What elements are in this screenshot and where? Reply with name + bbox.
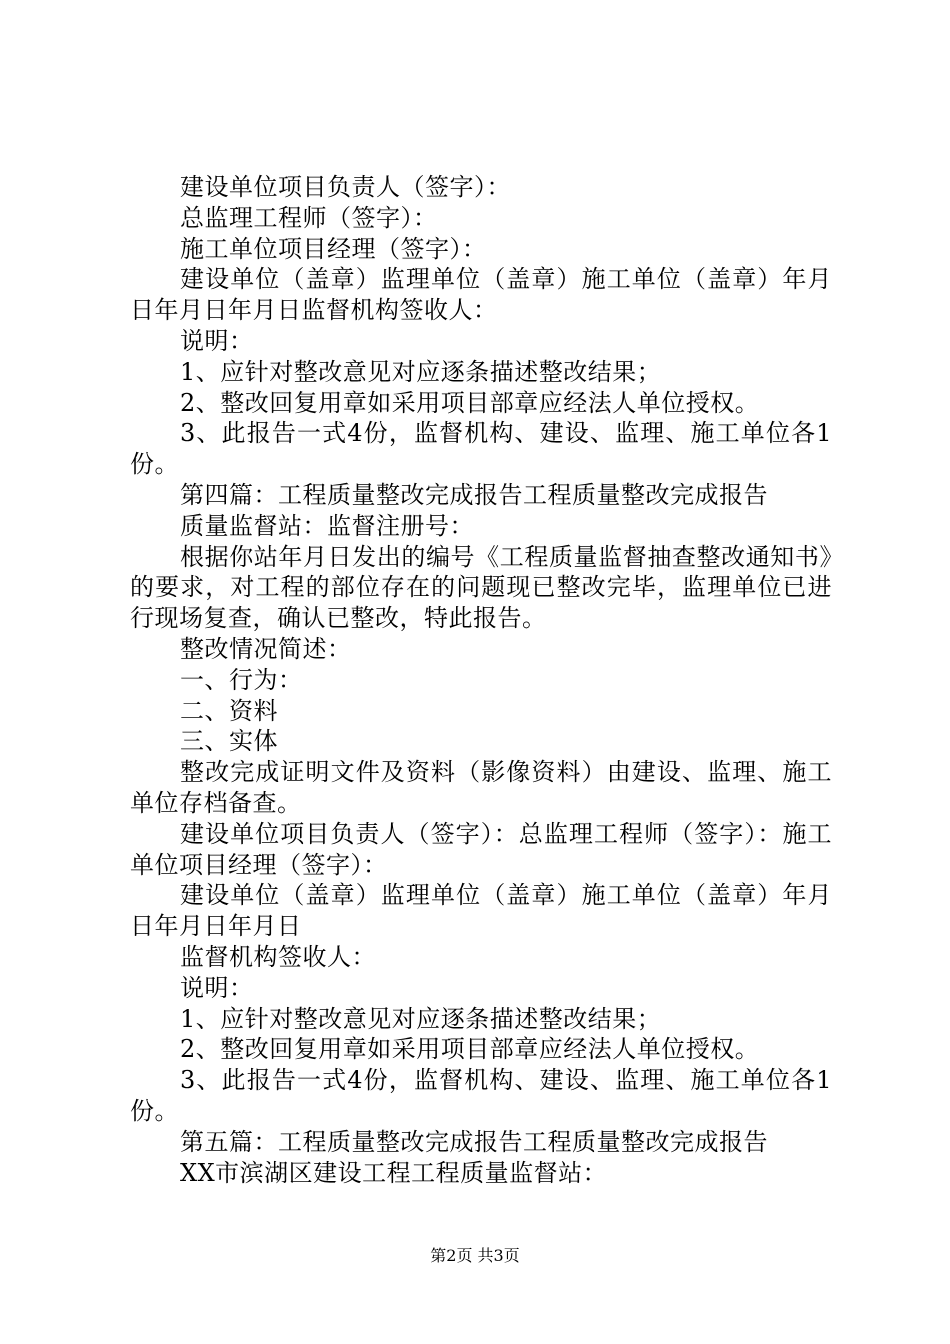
paragraph: 总监理工程师（签字）：: [180, 203, 438, 232]
paragraph: 整改情况简述：: [180, 634, 352, 663]
page-footer: [0, 1243, 950, 1266]
paragraph: 二、资料: [180, 696, 278, 725]
paragraph: 建设单位项目负责人（签字）：总监理工程师（签字）：施工单位项目经理（签字）：: [130, 819, 832, 879]
paragraph: 2、整改回复用章如采用项目部章应经法人单位授权。: [180, 388, 760, 417]
paragraph: 3、此报告一式4份，监督机构、建设、监理、施工单位各1份。: [130, 419, 832, 479]
paragraph: 三、实体: [180, 727, 278, 756]
paragraph: 建设单位（盖章）监理单位（盖章）施工单位（盖章）年月日年月日年月日: [130, 881, 832, 941]
paragraph: 质量监督站：监督注册号：: [180, 511, 474, 540]
paragraph: 1、应针对整改意见对应逐条描述整改结果；: [180, 357, 662, 386]
paragraph: 建设单位项目负责人（签字）：: [180, 173, 511, 201]
paragraph: XX市滨湖区建设工程工程质量监督站：: [180, 1158, 608, 1187]
section-heading: 第五篇：工程质量整改完成报告工程质量整改完成报告: [180, 1127, 768, 1156]
paragraph: 说明：: [180, 326, 254, 355]
section-heading: 第四篇：工程质量整改完成报告工程质量整改完成报告: [180, 480, 768, 509]
paragraph: 监督机构签收人：: [180, 942, 376, 971]
paragraph: 说明：: [180, 973, 254, 1002]
paragraph: 1、应针对整改意见对应逐条描述整改结果；: [180, 1004, 662, 1033]
paragraph: 建设单位（盖章）监理单位（盖章）施工单位（盖章）年月日年月日年月日监督机构签收人：: [130, 265, 832, 325]
paragraph: 2、整改回复用章如采用项目部章应经法人单位授权。: [180, 1035, 760, 1064]
paragraph: 3、此报告一式4份，监督机构、建设、监理、施工单位各1份。: [130, 1066, 832, 1125]
paragraph: 施工单位项目经理（签字）：: [180, 234, 487, 263]
page-number: 第2页 共3页: [430, 1246, 520, 1265]
document-body: [130, 172, 832, 1188]
paragraph: 根据你站年月日发出的编号《工程质量监督抽查整改通知书》的要求，对工程的部位存在的问题现已整改完毕，监理单位已进行现场复查，确认已整改，特此报告。: [130, 542, 832, 633]
paragraph: 一、行为：: [180, 665, 303, 694]
paragraph: 整改完成证明文件及资料（影像资料）由建设、监理、施工单位存档备查。: [130, 758, 832, 817]
